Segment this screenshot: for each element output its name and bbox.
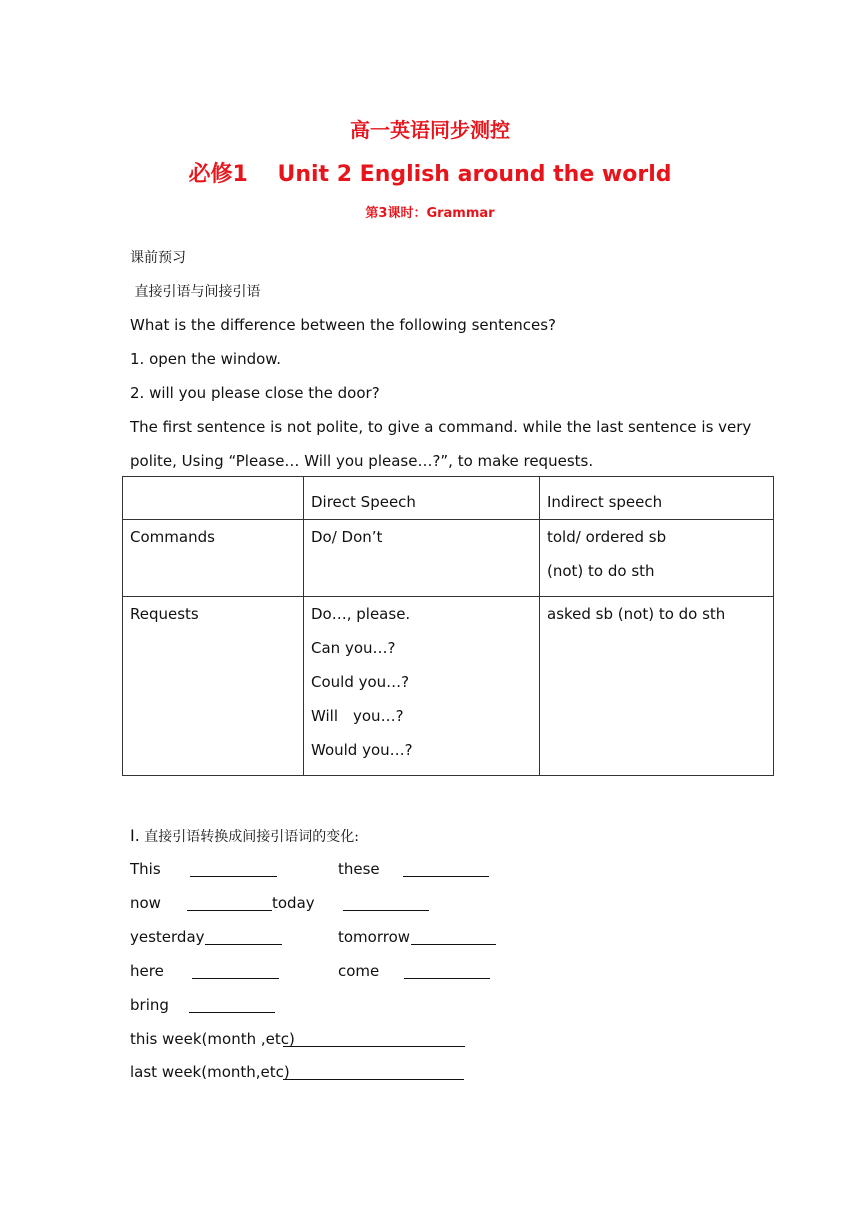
blank-last-week[interactable] [283,1065,464,1080]
exercise-title: 直接引语转换成间接引语词的变化: [139,829,359,845]
cell-line: asked sb (not) to do sth [547,605,726,623]
table-cell-label [123,597,304,776]
word-here: here [130,962,164,980]
blank-here[interactable] [192,964,279,979]
explanation-line-1: The first sentence is not polite, to give a command. while the last sentence is very [130,418,752,436]
cell-line: Will you…? [311,707,404,725]
word-yesterday: yesterday [130,928,205,946]
cell-line: Do…, please. [311,605,411,623]
cell-line: Requests [130,605,199,623]
word-bring: bring [130,996,169,1014]
table-row [123,597,774,776]
word-this-week: this week(month ,etc) [130,1030,295,1048]
lesson-subtitle: 第3课时：Grammar [365,206,495,221]
example-sentence-1: 1. open the window. [130,350,281,368]
cell-line: Can you…? [311,639,396,657]
exercise-heading [130,826,359,846]
preview-heading: 课前预习 [130,250,186,266]
table-header-row [123,477,774,520]
table-cell-direct [304,597,540,776]
cell-line: told/ ordered sb [547,528,667,546]
word-these: these [338,860,380,878]
blank-bring[interactable] [189,998,275,1013]
blank-today[interactable] [343,896,429,911]
blank-now[interactable] [187,896,272,911]
table-cell-direct [304,520,540,597]
preview-topic: 直接引语与间接引语 [130,284,261,300]
blank-tomorrow[interactable] [411,930,496,945]
blank-this-week[interactable] [283,1032,465,1047]
blank-yesterday[interactable] [205,930,282,945]
cell-line: Would you…? [311,741,413,759]
cell-line: Do/ Don’t [311,528,383,546]
table-header-cell [123,477,304,520]
example-sentence-2: 2. will you please close the door? [130,384,380,402]
table-row [123,520,774,597]
word-now: now [130,894,161,912]
page-title-chinese: 高一英语同步测控 [350,118,510,142]
table-header-cell: Direct Speech [304,477,540,520]
speech-comparison-table [122,476,774,776]
table-cell-indirect [540,597,774,776]
table-header-cell: Indirect speech [540,477,774,520]
blank-these[interactable] [403,862,489,877]
exercise-number: I. [130,826,140,845]
blank-come[interactable] [404,964,490,979]
word-today: today [272,894,315,912]
preview-question: What is the difference between the following sentences? [130,316,557,334]
cell-line: (not) to do sth [547,562,655,580]
cell-line: Commands [130,528,215,546]
word-this: This [130,860,161,878]
cell-line: Could you…? [311,673,410,691]
unit-title: 必修1 Unit 2 English around the world [188,162,672,187]
table-cell-indirect [540,520,774,597]
blank-this[interactable] [190,862,277,877]
word-last-week: last week(month,etc) [130,1063,290,1081]
word-come: come [338,962,380,980]
word-tomorrow: tomorrow [338,928,411,946]
table-cell-label [123,520,304,597]
explanation-line-2: polite, Using “Please… Will you please…?”, to make requests. [130,452,594,470]
